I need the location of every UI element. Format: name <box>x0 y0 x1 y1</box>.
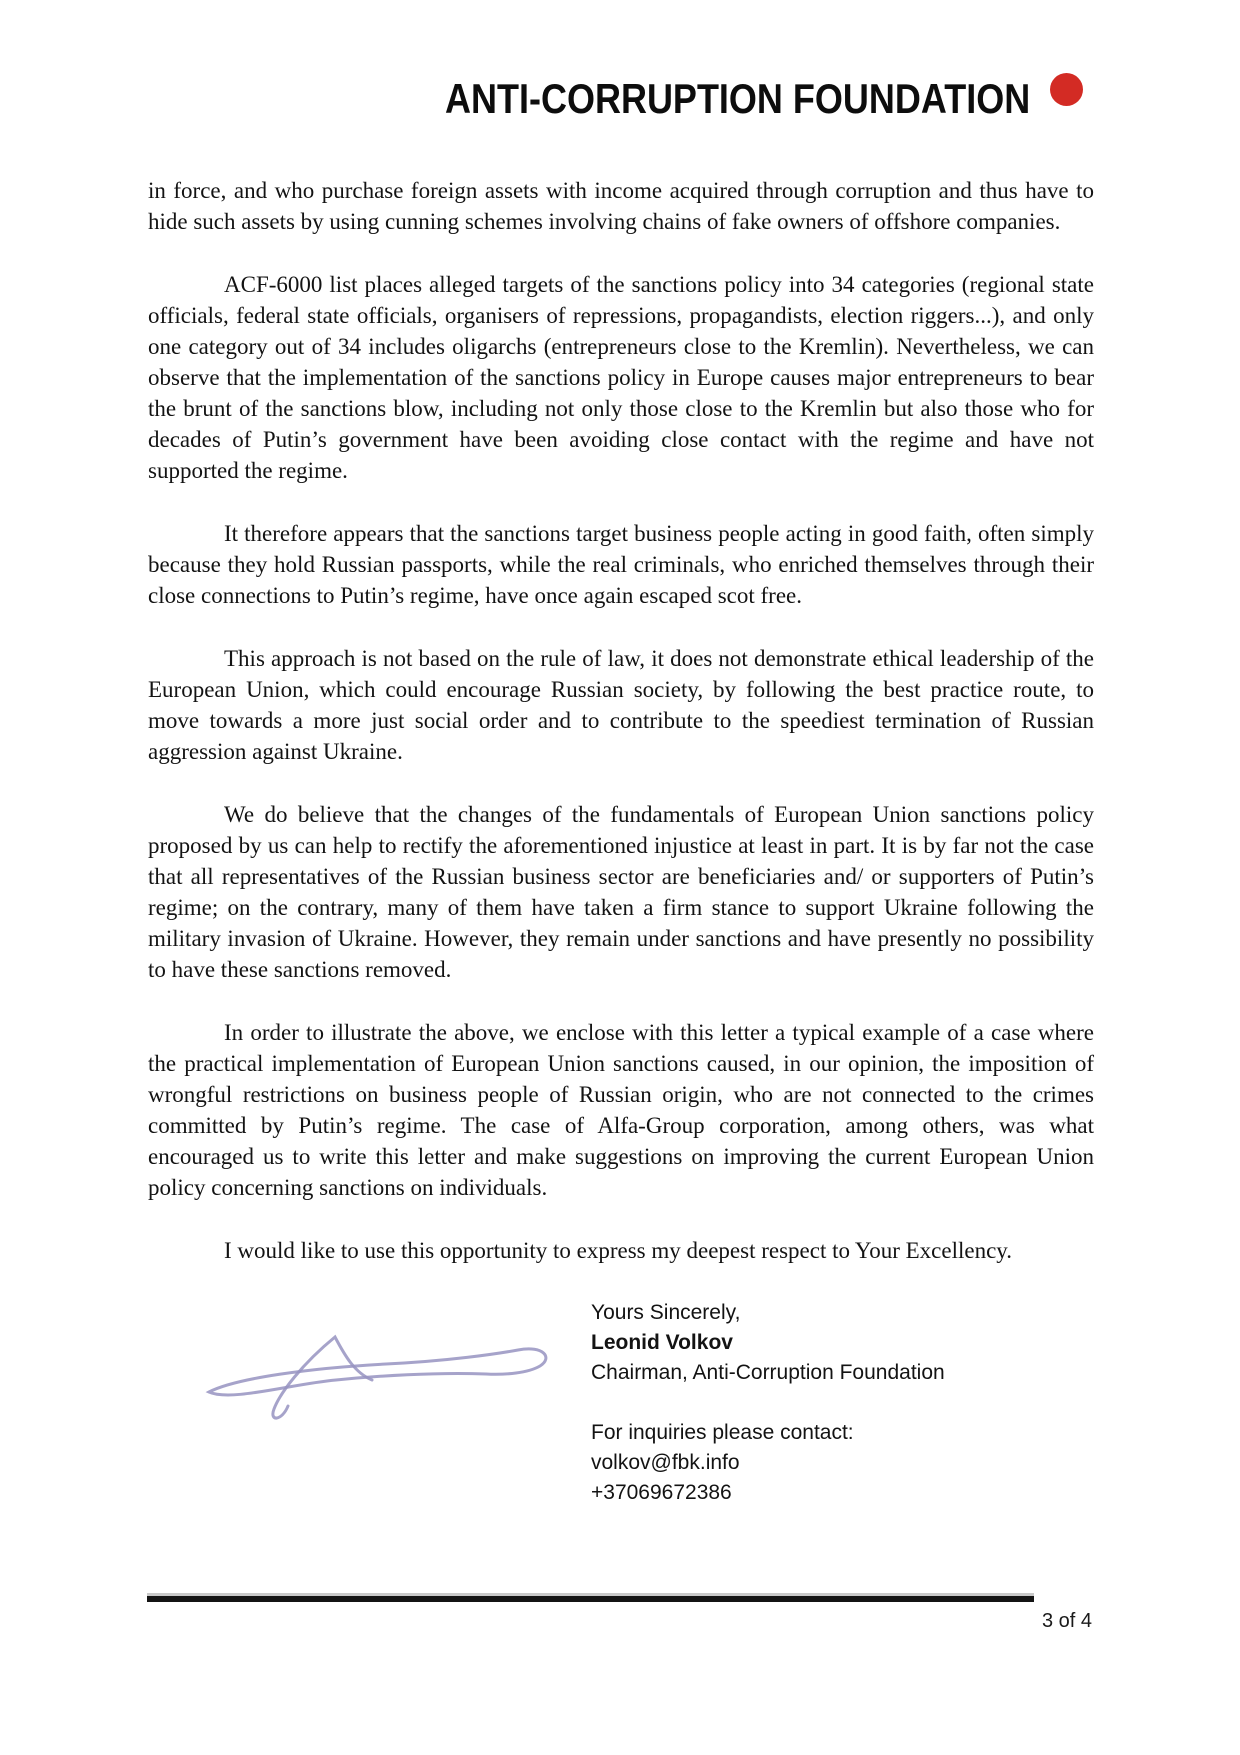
brand-dot-icon <box>1050 73 1083 106</box>
closing-line: Yours Sincerely, <box>591 1301 741 1324</box>
contact-phone: +37069672386 <box>591 1481 732 1504</box>
page-number: 3 of 4 <box>1041 1610 1092 1632</box>
letter-paragraph: in force, and who purchase foreign assets with income acquired through corruption and thus have to hide such assets by using cunning schemes involving chains of fake owners of offshore companies. <box>148 178 1094 234</box>
letter-paragraph: This approach is not based on the rule of law, it does not demonstrate ethical leadership of the European Union, which could encourage Russian society, by following the best practice route, to move towards a more just social order and to contribute to the speediest termination of Russian aggression against Ukraine. <box>148 646 1094 764</box>
contact-email: volkov@fbk.info <box>591 1451 740 1474</box>
letterhead-logo <box>445 75 1128 122</box>
letter-paragraph: In order to illustrate the above, we enclose with this letter a typical example of a case where the practical implementation of European Union sanctions caused, in our opinion, the imposition of wrongful restrictions on business people of Russian origin, who are not connected to the crimes committed by Putin’s regime. The case of Alfa-Group corporation, among others, was what encouraged us to write this letter and make suggestions on improving the current European Union policy concerning sanctions on individuals. <box>148 1020 1094 1200</box>
contact-heading: For inquiries please contact: <box>591 1421 854 1444</box>
signature-section <box>148 1298 1094 1528</box>
spacer <box>591 1388 1094 1418</box>
letter-body <box>148 175 1094 1528</box>
logo-title: ANTI-CORRUPTION FOUNDATION <box>445 75 1031 122</box>
letter-paragraph: It therefore appears that the sanctions target business people acting in good faith, often simply because they hold Russian passports, while the real criminals, who enriched themselves through their close connections to Putin’s regime, have once again escaped scot free. <box>148 521 1094 608</box>
signatory-role: Chairman, Anti-Corruption Foundation <box>591 1361 945 1384</box>
letter-paragraph: We do believe that the changes of the fundamentals of European Union sanctions policy proposed by us can help to rectify the aforementioned injustice at least in part. It is by far not the case that all representatives of the Russian business sector are beneficiaries and/ or supporters of Putin’s regime; on the contrary, many of them have taken a firm stance to support Ukraine following the military invasion of Ukraine. However, they remain under sanctions and have presently no possibility to have these sanctions removed. <box>148 802 1094 982</box>
signature-block <box>591 1298 1094 1508</box>
footer-divider <box>147 1593 1034 1602</box>
signature-image <box>196 1322 556 1442</box>
letter-paragraph: ACF-6000 list places alleged targets of the sanctions policy into 34 categories (regional state officials, federal state officials, organisers of repressions, propagandists, election riggers...), and only one category out of 34 includes oligarchs (entrepreneurs close to the Kremlin). Nevertheless, we can observe that the implementation of the sanctions policy in Europe causes major entrepreneurs to bear the brunt of the sanctions blow, including not only those close to the Kremlin but also those who for decades of Putin’s government have been avoiding close contact with the regime and have not supported the regime. <box>148 272 1094 483</box>
signature-stroke <box>209 1349 546 1395</box>
signatory-name: Leonid Volkov <box>591 1331 733 1354</box>
letter-paragraph: I would like to use this opportunity to express my deepest respect to Your Excellency. <box>224 1238 1013 1263</box>
